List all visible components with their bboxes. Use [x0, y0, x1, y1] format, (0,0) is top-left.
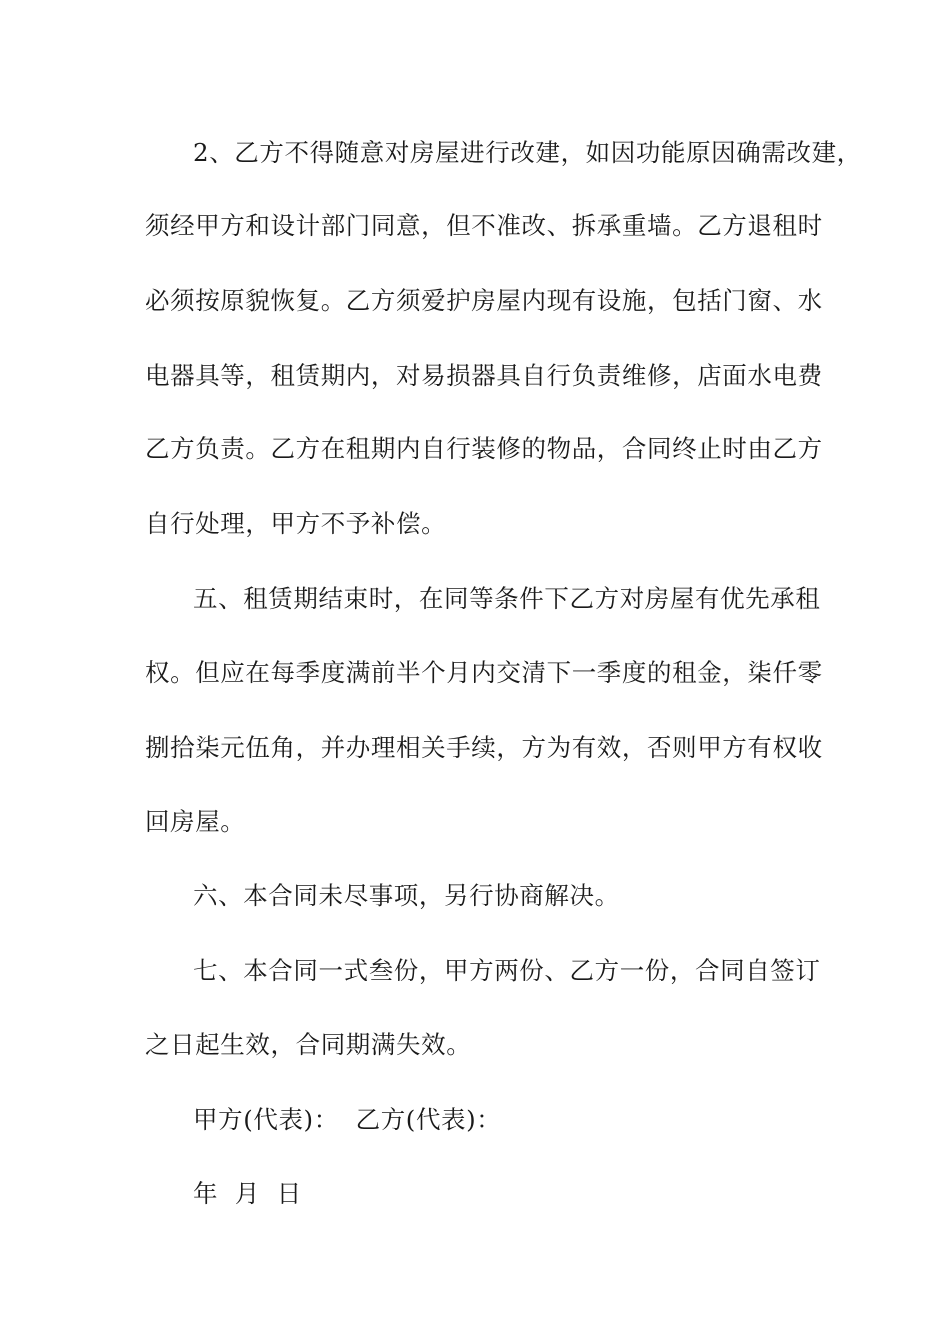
- date-line: 年 月 日: [193, 1179, 302, 1208]
- text-line: 五、租赁期结束时，在同等条件下乙方对房屋有优先承租: [193, 584, 821, 613]
- text-line: 捌拾柒元伍角，并办理相关手续，方为有效，否则甲方有权收: [145, 733, 823, 762]
- signature-line: 甲方(代表)： 乙方(代表)：: [193, 1105, 502, 1134]
- text-line: 必须按原貌恢复。乙方须爱护房屋内现有设施，包括门窗、水: [145, 286, 823, 315]
- text-line: 2、乙方不得随意对房屋进行改建，如因功能原因确需改建，: [193, 138, 862, 167]
- text-line: 回房屋。: [145, 807, 246, 836]
- text-line: 之日起生效，合同期满失效。: [145, 1030, 472, 1059]
- text-line: 电器具等，租赁期内，对易损器具自行负责维修，店面水电费: [145, 361, 823, 390]
- text-line: 须经甲方和设计部门同意，但不准改、拆承重墙。乙方退租时: [145, 211, 823, 240]
- text-line: 七、本合同一式叁份，甲方两份、乙方一份，合同自签订: [193, 956, 821, 985]
- text-line: 权。但应在每季度满前半个月内交清下一季度的租金，柒仟零: [145, 658, 823, 687]
- text-line: 自行处理，甲方不予补偿。: [145, 509, 447, 538]
- text-line: 六、本合同未尽事项，另行协商解决。: [193, 881, 620, 910]
- text-line: 乙方负责。乙方在租期内自行装修的物品，合同终止时由乙方: [145, 434, 823, 463]
